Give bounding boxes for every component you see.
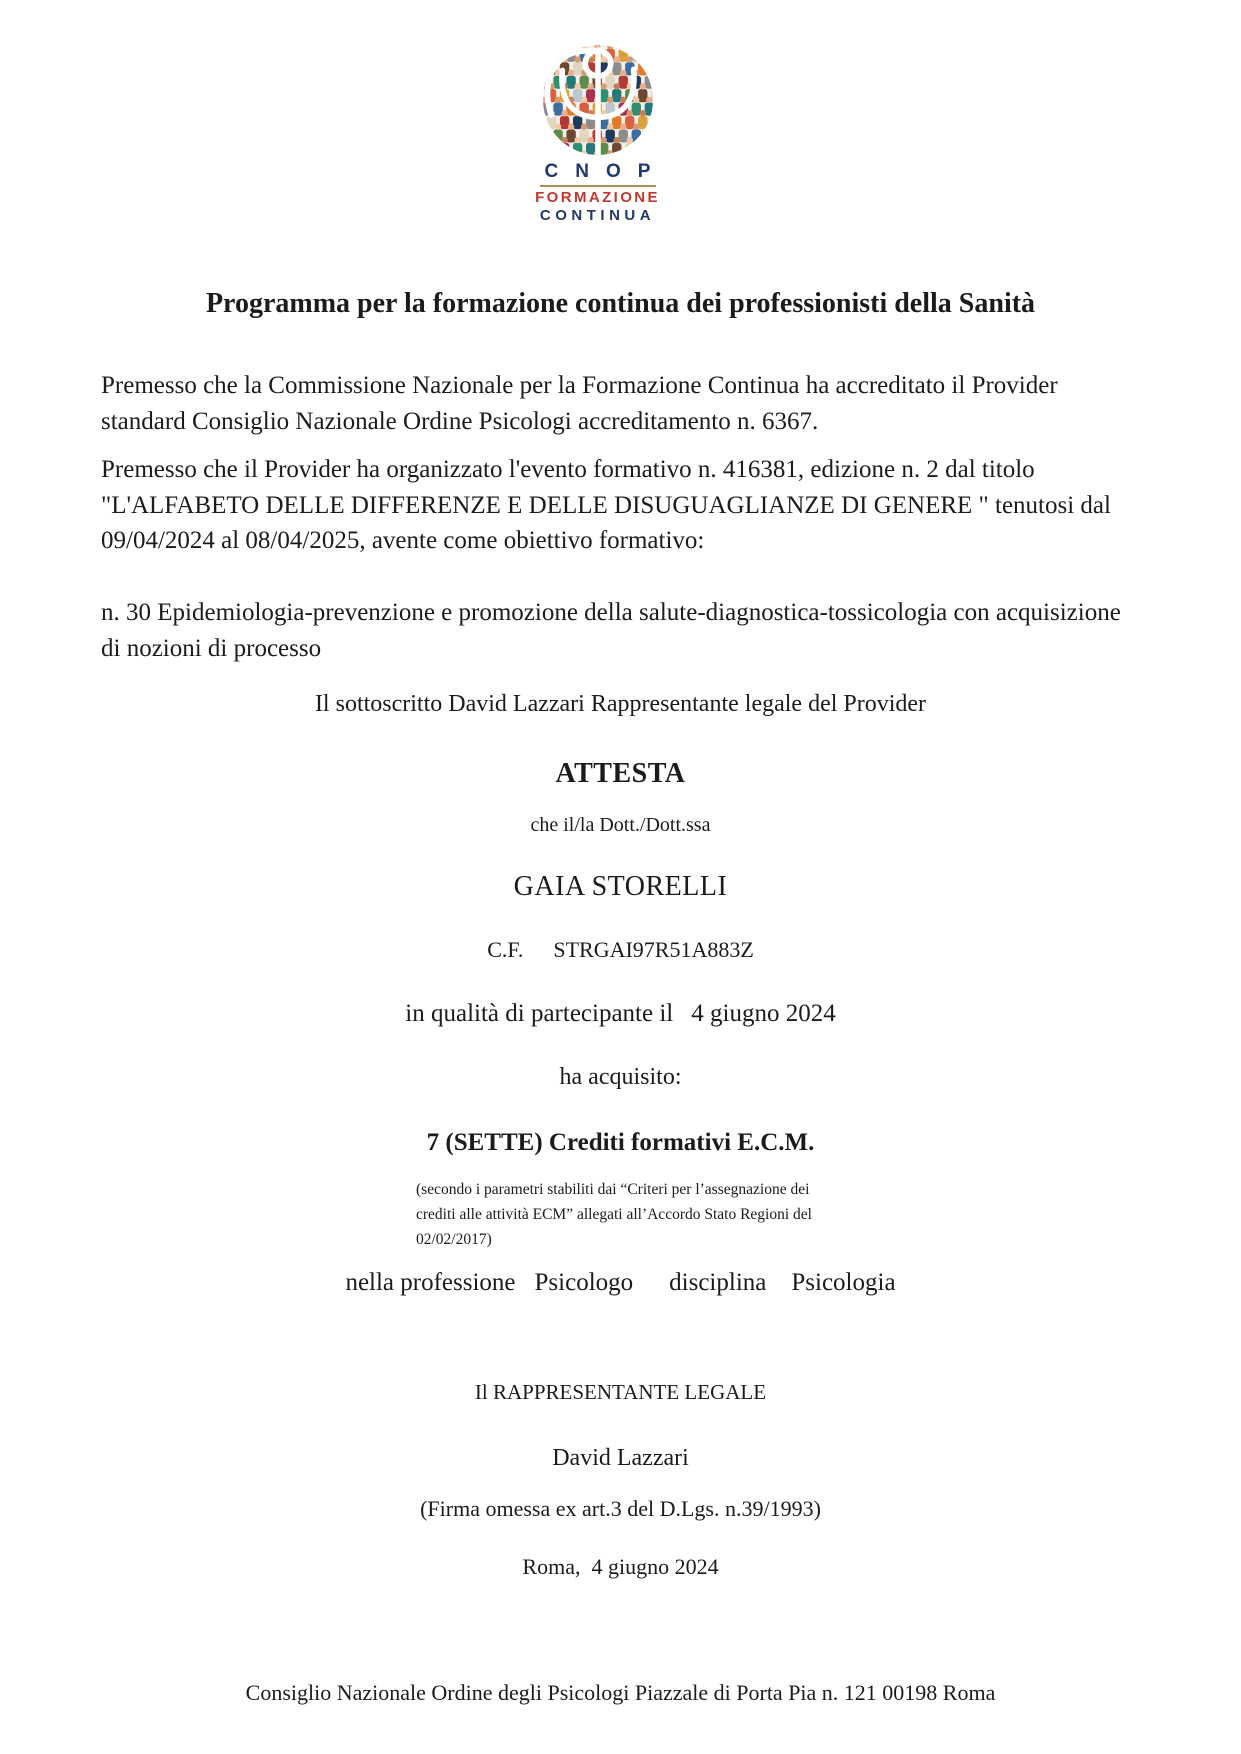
participation-row [0,997,1241,1030]
profession-label: nella professione [345,1269,516,1296]
discipline-value: Psicologia [791,1269,896,1296]
fiscal-code-label: C.F. [487,937,524,962]
legal-representative-name: David Lazzari [552,1445,689,1471]
logo-formazione-label: FORMAZIONE [535,189,660,206]
profession-value: Psicologo [534,1269,634,1296]
credits-note-line-1: (secondo i parametri stabiliti dai “Criteri per l’assegnazione dei [416,1181,810,1198]
footer-address: Consiglio Nazionale Ordine degli Psicologi Piazzale di Porta Pia n. 121 00198 Roma [245,1680,996,1705]
document-title: Programma per la formazione continua dei professionisti della Sanità [205,288,1036,319]
participation-date: 4 giugno 2024 [691,1000,836,1027]
logo-divider [540,185,656,187]
premise-event-paragraph: Premesso che il Provider ha organizzato l'evento formativo n. 416381, edizione n. 2 dal titolo "L'ALFABETO DELLE DIFFERENZE E DELLE DISUGUAGLIANZE DI GENERE " tenutosi dal 09/04/2024 al 08/04/2025, avente come obiettivo formativo: [101,456,1111,554]
logo-continua-label: CONTINUA [539,207,656,224]
profession-discipline-row [0,1266,1241,1299]
participation-label: in qualità di partecipante il [405,1000,674,1027]
che-dott-line: che il/la Dott./Dott.ssa [530,814,711,836]
credits-note [416,1177,868,1252]
credits-line: 7 (SETTE) Crediti formativi E.C.M. [426,1129,815,1156]
signature-omitted-note: (Firma omessa ex art.3 del D.Lgs. n.39/1993) [420,1496,821,1521]
premise-accreditation-paragraph: Premesso che la Commissione Nazionale per la Formazione Continua ha accreditato il Provider standard Consiglio Nazionale Ordine Psicologi accreditamento n. 6367. [101,372,1058,435]
cnop-crowd-psi-icon [542,44,654,156]
fiscal-code-value: STRGAI97R51A883Z [553,937,754,962]
legal-representative-heading: Il RAPPRESENTANTE LEGALE [474,1380,767,1404]
declarant-line: Il sottoscritto David Lazzari Rappresentante legale del Provider [314,691,927,717]
credits-note-line-2: crediti alle attività ECM” allegati all’Accordo Stato Regioni del [416,1206,812,1223]
training-objective-paragraph: n. 30 Epidemiologia-prevenzione e promozione della salute-diagnostica-tossicologia con acquisizione di nozioni di processo [101,599,1121,662]
place-and-date: Roma, 4 giugno 2024 [522,1554,719,1579]
cnop-logo [0,44,1195,223]
recipient-name: GAIA STORELLI [513,871,728,902]
cnop-acronym: CNOP [544,161,668,182]
credits-note-line-3: 02/02/2017) [416,1231,492,1248]
attesta-heading: ATTESTA [555,758,686,789]
discipline-label: disciplina [669,1269,767,1296]
fiscal-code-row [0,935,1241,965]
acquired-label: ha acquisito: [559,1064,682,1090]
